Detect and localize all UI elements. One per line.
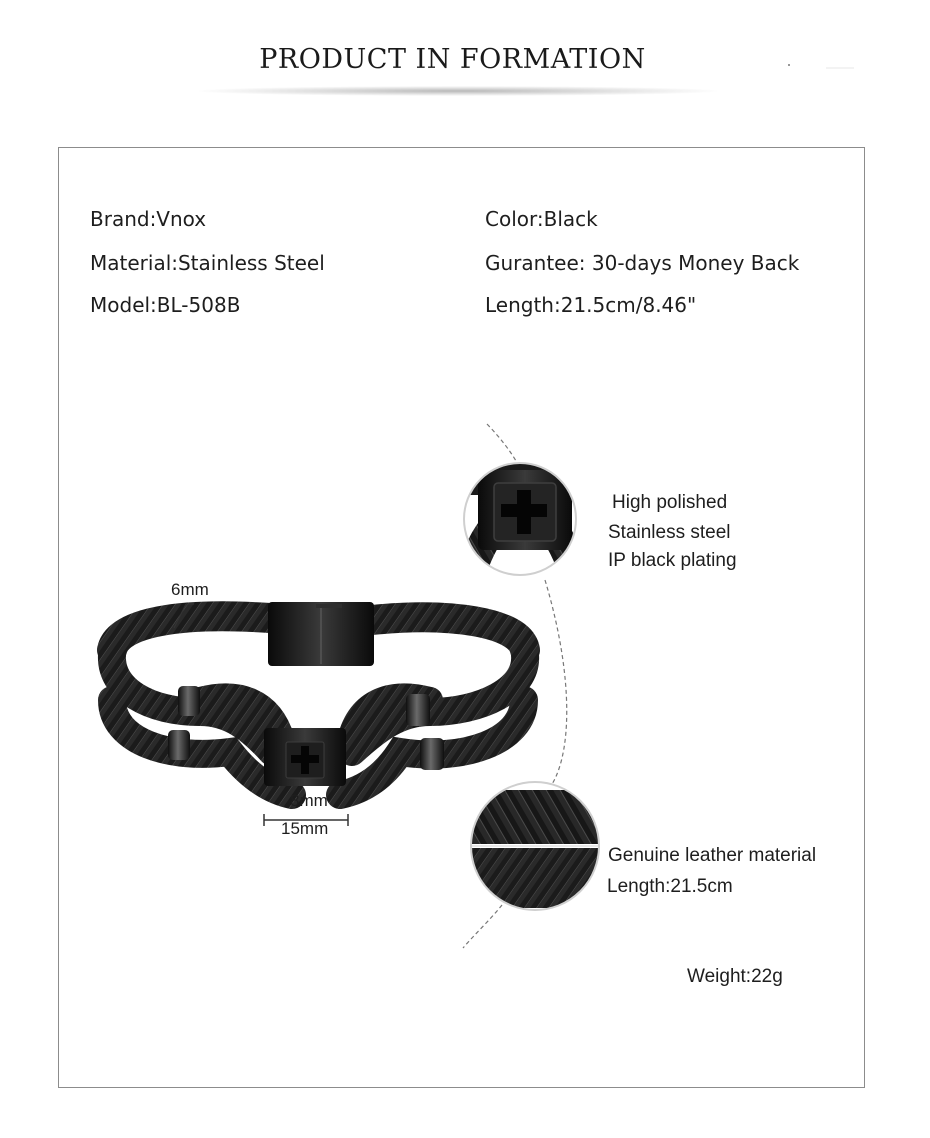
bracelet-image [112,602,525,795]
spec-guarantee: Gurantee: 30-days Money Back [485,251,800,275]
connector-middle [545,580,567,790]
dimension-8mm-label: 8mm [290,791,328,810]
bead-left-bottom [168,730,190,760]
bead-left-top [178,686,200,716]
zoom-circle-clasp [460,455,580,585]
connector-bottom [463,905,502,948]
weight-label: Weight:22g [687,966,783,987]
zoom-circle-leather [465,775,610,915]
spec-model: Model:BL-508B [90,293,241,317]
spec-length: Length:21.5cm/8.46" [485,293,697,317]
spec-material: Material:Stainless Steel [90,251,325,275]
callout-leather-line2: Length:21.5cm [607,876,733,897]
leather-strand-back-right [372,617,525,650]
bead-right-bottom [420,738,444,770]
page-title: PRODUCT IN FORMATION [259,44,646,75]
callout-clasp-line1: High polished [612,492,728,513]
callout-leather-line1: Genuine leather material [608,845,817,866]
bead-right-top [406,694,430,726]
spec-brand: Brand:Vnox [90,207,207,231]
leather-strand-back-left [112,616,270,650]
callout-clasp-line3: IP black plating [608,550,737,571]
spec-color: Color:Black [485,207,598,231]
dimension-15mm-label: 15mm [281,819,329,838]
callout-clasp-line2: Stainless steel [608,522,731,543]
dimension-6mm-label: 6mm [171,580,209,599]
